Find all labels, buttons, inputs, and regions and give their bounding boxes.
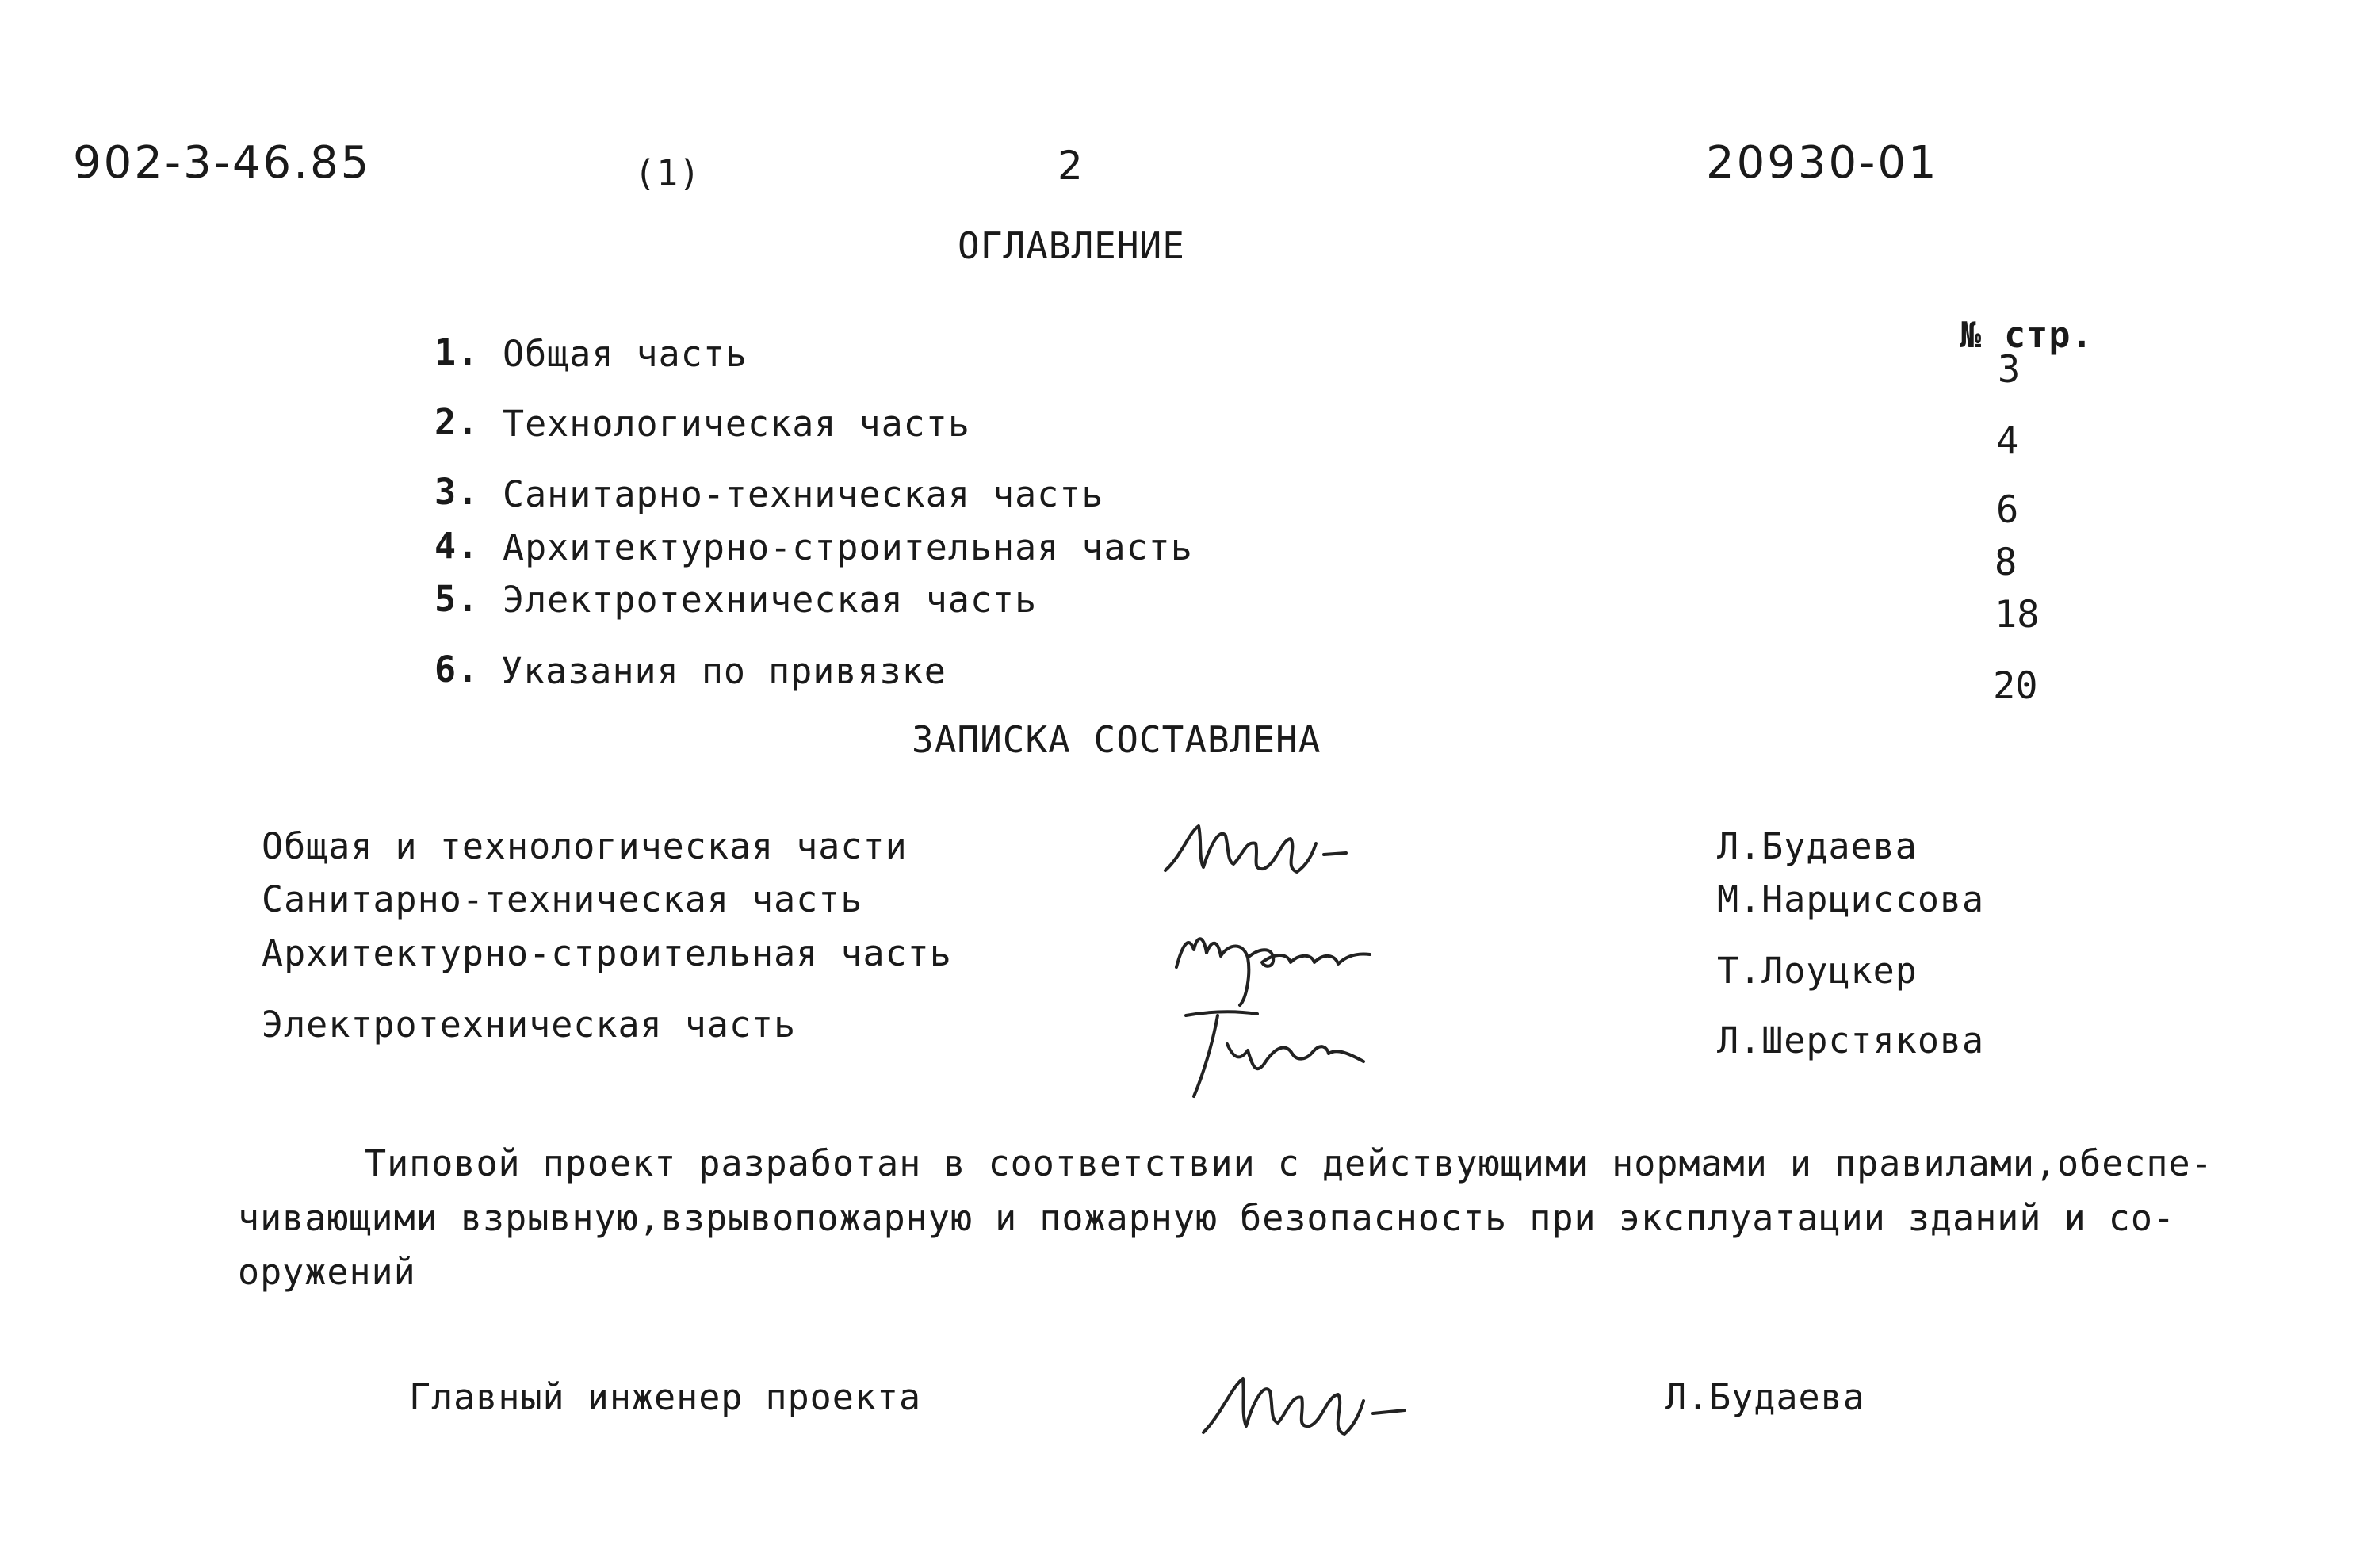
toc-item-title: Технологическая часть [503, 403, 970, 445]
toc-item-page: 6 [1996, 488, 2019, 532]
toc-item-title: Архитектурно-строительная часть [503, 526, 1193, 568]
toc-item-title: Общая часть [503, 333, 748, 375]
toc-item-title: Указания по привязке [501, 650, 947, 692]
toc-title: ОГЛАВЛЕНИЕ [958, 224, 1185, 267]
signature-budaeva [1157, 809, 1363, 904]
toc-item-num: 3. [434, 471, 480, 513]
author-name: М.Нарциссова [1717, 878, 1985, 920]
footer-name: Л.Будаева [1665, 1376, 1865, 1418]
signature-chief-engineer [1197, 1360, 1419, 1470]
footer-role: Главный инженер проекта [409, 1376, 922, 1418]
authors-title: ЗАПИСКА СОСТАВЛЕНА [912, 718, 1321, 761]
author-section: Электротехническая часть [262, 1004, 797, 1046]
toc-item-num: 5. [434, 578, 480, 620]
author-section: Архитектурно-строительная часть [262, 932, 952, 974]
statement-line: Типовой проект разработан в соответствии с действующими нормами и правилами,обеспе- [365, 1142, 2213, 1184]
toc-item-title: Санитарно-техническая часть [503, 473, 1104, 515]
toc-item-num: 1. [434, 331, 480, 373]
author-name: Т.Лоуцкер [1717, 950, 1918, 992]
toc-item-page: 4 [1996, 419, 2019, 463]
author-section: Общая и технологическая части [262, 825, 908, 867]
statement-line: оружений [238, 1251, 416, 1293]
sheet-code: 20930-01 [1706, 137, 1939, 189]
toc-item-title: Электротехническая часть [503, 579, 1038, 621]
signature-loutsker [1181, 1003, 1379, 1106]
author-section: Санитарно-техническая часть [262, 878, 863, 920]
author-name: Л.Будаева [1717, 825, 1918, 867]
toc-item-num: 4. [434, 525, 480, 567]
album-number: (1) [634, 152, 702, 194]
signature-nartsissova [1172, 912, 1402, 1015]
page-number: 2 [1058, 143, 1085, 189]
toc-item-page: 8 [1995, 541, 2018, 584]
toc-item-page: 18 [1995, 593, 2040, 637]
statement-line: чивающими взрывную,взрывопожарную и пожарную безопасность при эксплуатации зданий и со- [238, 1197, 2176, 1239]
toc-item-page: 3 [1998, 348, 2021, 392]
toc-item-page: 20 [1993, 664, 2038, 708]
toc-item-num: 6. [434, 648, 480, 690]
page-column-label: № стр. [1960, 314, 2094, 356]
doc-code: 902-3-46.85 [73, 137, 372, 189]
author-name: Л.Шерстякова [1717, 1019, 1985, 1061]
toc-item-num: 2. [434, 401, 480, 443]
